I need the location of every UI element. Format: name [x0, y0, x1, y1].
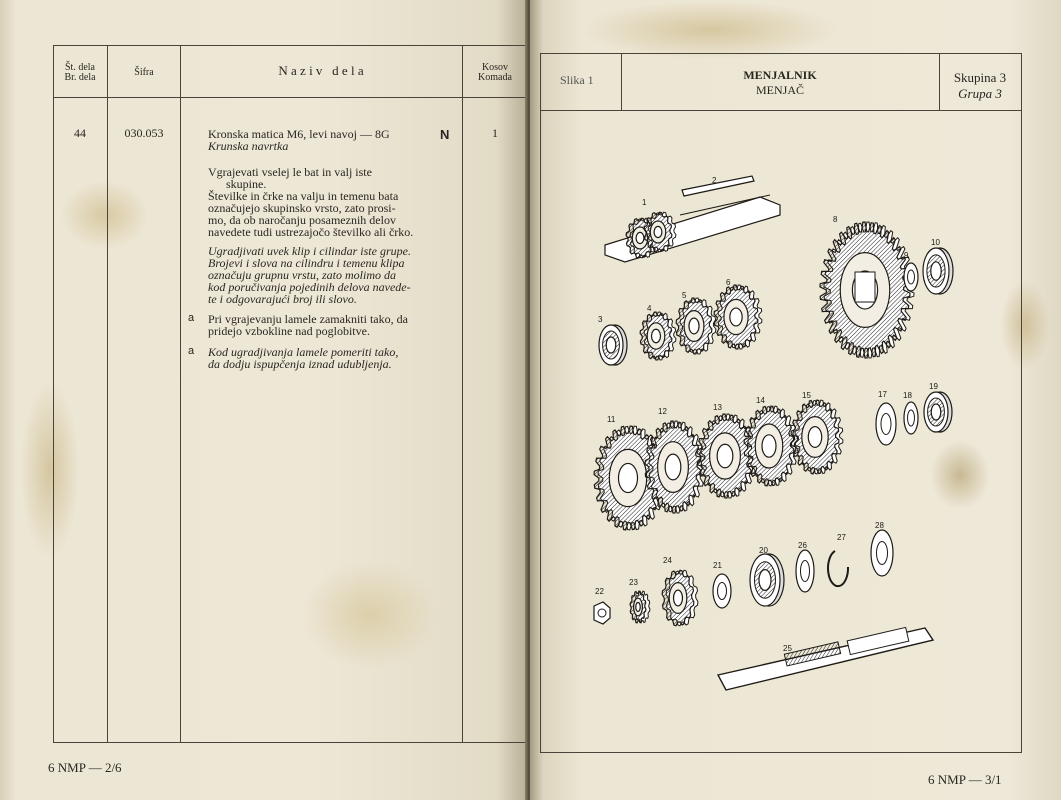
row-code: 030.053	[124, 126, 164, 140]
group-number-si: Skupina 3	[953, 70, 1007, 85]
table-top-line	[53, 45, 527, 46]
paper-stain	[60, 180, 150, 250]
note-hr-line: Brojevi i slova na cilindru i temenu klipa	[208, 256, 405, 270]
bearing	[931, 262, 941, 280]
left-page	[0, 0, 528, 800]
cluster-gear	[808, 427, 821, 448]
page-footer-left: 6 NMP — 2/6	[48, 760, 122, 775]
header-st-dela: Št. dela Br. dela	[64, 62, 96, 83]
gear	[730, 308, 742, 326]
sprocket	[674, 590, 683, 606]
header-kosov: Kosov Komada	[478, 62, 512, 83]
gearbox-illustration	[530, 0, 1061, 800]
part-number-label: 2	[712, 176, 717, 185]
washer	[908, 270, 915, 284]
paper-stain	[300, 560, 440, 670]
part-number-label: 15	[802, 391, 811, 400]
page-footer-right: 6 NMP — 3/1	[928, 772, 1002, 787]
shaft-key	[682, 176, 754, 196]
note-a-marker: a	[188, 345, 195, 357]
large-gear-hub	[855, 272, 875, 302]
gear	[689, 318, 699, 334]
cluster-gear	[665, 454, 681, 480]
note-hr-line: Ugradjivati uvek klip i cilindar iste grupe.	[208, 244, 411, 258]
table-col-line	[180, 45, 181, 742]
note-si-line: mo, da ob naročanju posameznih delov	[208, 213, 396, 227]
circlip	[828, 551, 848, 586]
note-si-line: označujejo skupinsko vrsto, zato prosi-	[208, 201, 396, 215]
figure-label: Slika 1	[560, 73, 594, 87]
part-number-label: 21	[713, 561, 722, 570]
part-number-label: 24	[663, 556, 672, 565]
nut	[598, 609, 606, 617]
paper-stain	[20, 380, 80, 560]
note-a-marker: a	[188, 312, 195, 324]
table-col-line	[53, 45, 54, 742]
gear	[652, 329, 661, 342]
part-number-label: 9	[904, 251, 909, 260]
small-gear	[636, 603, 640, 612]
part-number-label: 8	[833, 215, 838, 224]
note-si-line: Vgrajevati vselej le bat in valj iste	[208, 165, 372, 179]
part-number-label: 5	[682, 291, 687, 300]
note-a-line: Pri vgrajevanju lamele zamakniti tako, da	[208, 312, 408, 326]
note-si-line: navedete tudi ustrezajočo številko ali črko.	[208, 225, 414, 239]
part-number-label: 14	[756, 396, 765, 405]
group-title-si: MENJALNIK	[743, 68, 817, 82]
part-number-label: 11	[607, 415, 616, 424]
part-number-label: 12	[658, 407, 667, 416]
note-si-line: skupine.	[226, 177, 267, 191]
note-a-line: da dodju ispupčenja iznad udubljenja.	[208, 357, 392, 371]
note-a-line: pridejo vzbokline nad poglobitve.	[208, 324, 370, 338]
washer	[801, 561, 810, 582]
part-number-label: 19	[929, 382, 938, 391]
bearing	[931, 404, 941, 420]
part-number-label: 20	[759, 546, 768, 555]
part-number-label: 17	[878, 390, 887, 399]
washer	[718, 583, 727, 600]
cluster-gear	[717, 444, 733, 468]
part-number-label: 6	[726, 278, 731, 287]
part-number-label: 28	[875, 521, 884, 530]
washer	[881, 414, 891, 435]
part-number-label: 25	[783, 644, 792, 653]
washer	[877, 542, 888, 565]
table-bottom-line	[53, 742, 527, 743]
row-part-number: 44	[74, 126, 86, 140]
table-col-line	[462, 45, 463, 742]
part-number-label: 27	[837, 533, 846, 542]
part-number-label: 26	[798, 541, 807, 550]
group-number-hr: Grupa 3	[958, 86, 1002, 101]
cluster-gear	[762, 435, 776, 457]
table-header-line	[53, 97, 527, 98]
part-number-label: 22	[595, 587, 604, 596]
part-number-label: 13	[713, 403, 722, 412]
note-hr-line: te i odgovarajući broj ili slovo.	[208, 292, 357, 306]
part-number-label: 18	[903, 391, 912, 400]
shaft-gear	[654, 226, 662, 237]
group-title-hr: MENJAČ	[755, 83, 804, 97]
row-name-si: Kronska matica M6, levi navoj — 8G	[208, 127, 390, 141]
row-name-hr: Krunska navrtka	[208, 139, 289, 153]
part-number-label: 23	[629, 578, 638, 587]
note-hr-line: kod poručivanja pojedinih delova navede-	[208, 280, 411, 294]
part-number-label: 3	[598, 315, 603, 324]
bearing	[759, 570, 771, 591]
table-col-line	[107, 45, 108, 742]
shaft-gear	[636, 232, 644, 243]
cluster-gear	[618, 463, 637, 492]
washer	[908, 410, 915, 426]
part-number-label: 10	[931, 238, 940, 247]
part-number-label: 1	[642, 198, 647, 207]
note-hr-line: označuju grupnu vrstu, zato molimo da	[208, 268, 397, 282]
row-quantity: 1	[492, 126, 498, 140]
note-a-line: Kod ugradjivanja lamele pomeriti tako,	[208, 345, 399, 359]
bearing	[606, 337, 616, 353]
part-number-label: 4	[647, 304, 652, 313]
note-si-line: Številke in črke na valju in temenu bata	[208, 189, 399, 203]
row-marker: N	[440, 127, 450, 142]
header-naziv: N a z i v d e l a	[278, 63, 364, 78]
header-sifra: Šifra	[134, 67, 154, 78]
